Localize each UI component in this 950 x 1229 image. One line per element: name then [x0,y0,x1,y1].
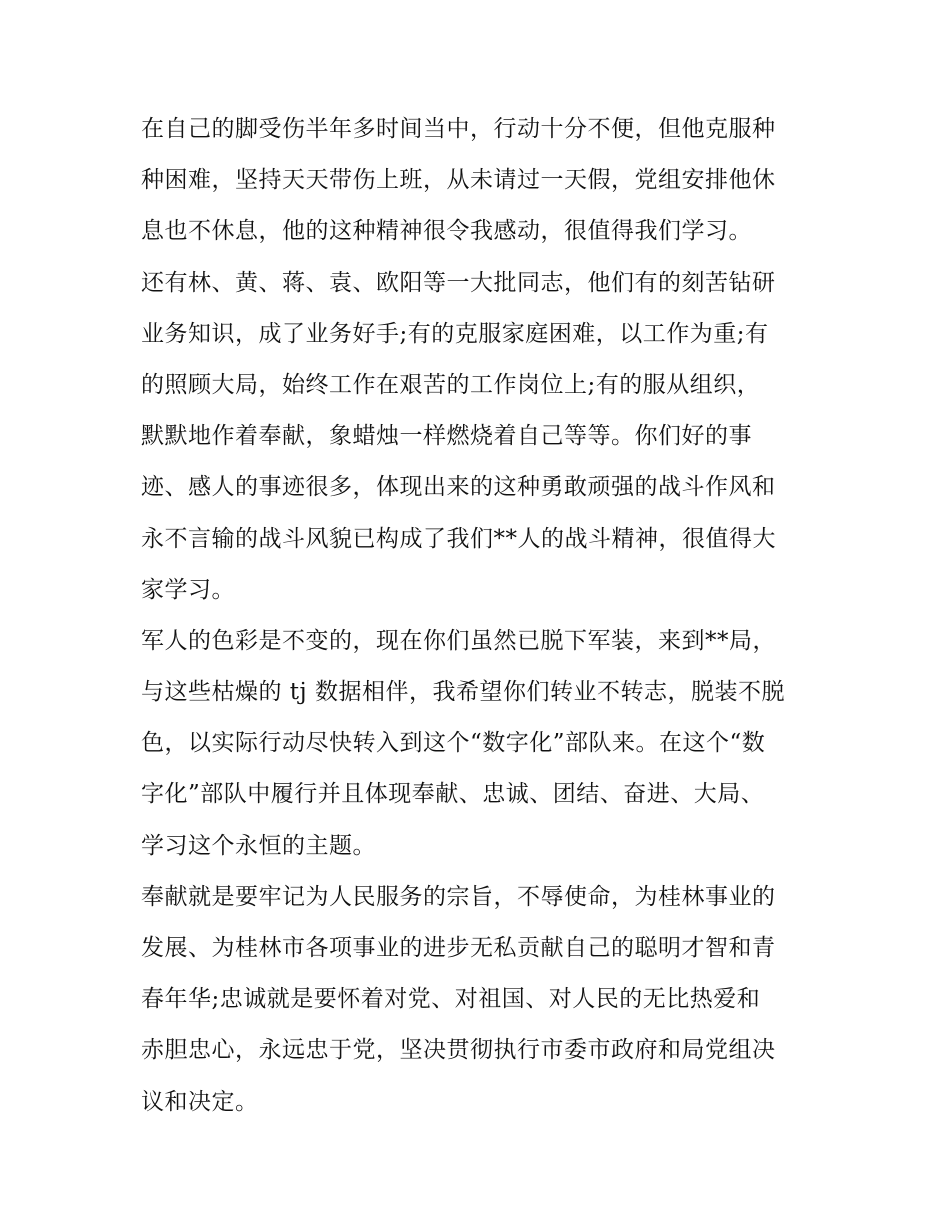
text-line: 学习这个永恒的主题。 [141,832,376,859]
text-line: 息也不休息，他的这种精神很令我感动，很值得我们学习。 [141,218,752,245]
text-line: 色，以实际行动尽快转入到这个“数字化”部队来。在这个“数 [141,730,766,757]
text-line: 默默地作着奉献，象蜡烛一样燃烧着自己等等。你们好的事 [141,423,752,450]
text-line: 家学习。 [141,576,235,603]
body-text [141,107,821,1131]
text-line: 还有林、黄、蒋、袁、欧阳等一大批同志，他们有的刻苦钻研 [141,269,776,296]
text-line: 在自己的脚受伤半年多时间当中，行动十分不便，但他克服种 [141,116,776,142]
text-line: 字化”部队中履行并且体现奉献、忠诚、团结、奋进、大局、 [141,781,765,808]
text-line: 军人的色彩是不变的，现在你们虽然已脱下军装，来到**局， [141,627,776,654]
text-line: 种困难，坚持天天带伤上班，从未请过一天假，党组安排他休 [141,167,776,194]
text-line: 迹、感人的事迹很多，体现出来的这种勇敢顽强的战斗作风和 [141,474,776,501]
text-line: 发展、为桂林市各项事业的进步无私贡献自己的聪明才智和青 [141,935,776,961]
text-line: 议和决定。 [141,1088,259,1115]
text-line: 业务知识，成了业务好手;有的克服家庭困难，以工作为重;有 [141,320,769,347]
text-line: 与这些枯燥的 tj 数据相伴，我希望你们转业不转志，脱装不脱 [141,679,785,706]
text-line: 春年华;忠诚就是要怀着对党、对祖国、对人民的无比热爱和 [141,986,761,1013]
text-line: 永不言输的战斗风貌已构成了我们**人的战斗精神，很值得大 [141,525,776,552]
text-line: 的照顾大局，始终工作在艰苦的工作岗位上;有的服从组织， [141,371,761,398]
text-line: 奉献就是要牢记为人民服务的宗旨，不辱使命，为桂林事业的 [141,883,776,910]
text-line: 赤胆忠心，永远忠于党，坚决贯彻执行市委市政府和局党组决 [141,1037,776,1064]
